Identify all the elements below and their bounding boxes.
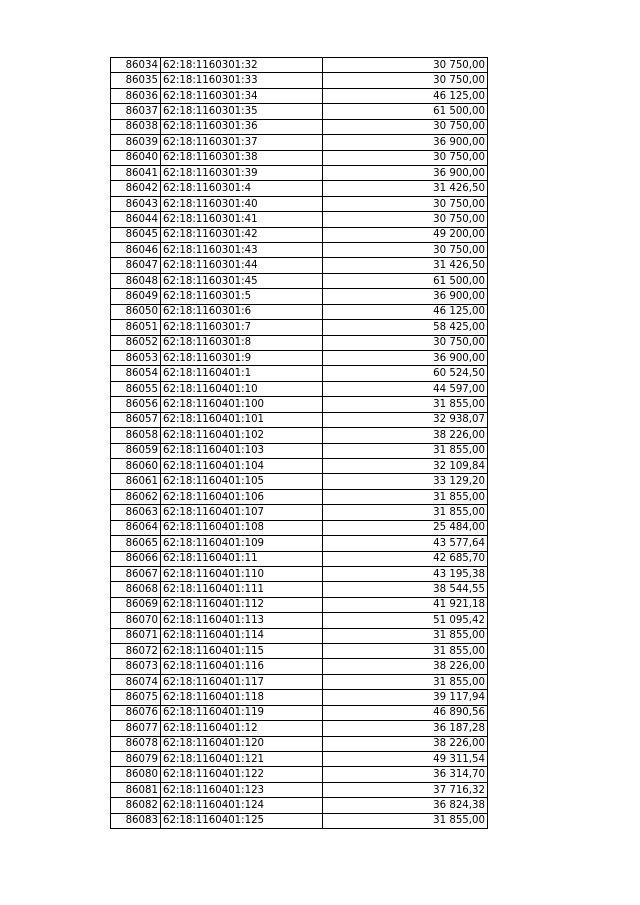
- row-number-cell: 86042: [111, 181, 161, 196]
- cadastral-number-cell: 62:18:1160401:125: [161, 813, 323, 828]
- cadastral-number-cell: 62:18:1160301:38: [161, 150, 323, 165]
- cadastral-value-cell: 32 938,07: [323, 412, 488, 427]
- row-number-cell: 86067: [111, 566, 161, 581]
- cadastral-value-cell: 31 855,00: [323, 674, 488, 689]
- table-row: [111, 227, 488, 242]
- cadastral-number-cell: 62:18:1160401:101: [161, 412, 323, 427]
- row-number-cell: 86071: [111, 628, 161, 643]
- row-number-cell: 86074: [111, 674, 161, 689]
- cadastral-value-cell: 31 855,00: [323, 397, 488, 412]
- cadastral-value-table: [110, 57, 488, 829]
- cadastral-number-cell: 62:18:1160301:4: [161, 181, 323, 196]
- cadastral-number-cell: 62:18:1160401:108: [161, 520, 323, 535]
- cadastral-number-cell: 62:18:1160301:42: [161, 227, 323, 242]
- cadastral-number-cell: 62:18:1160401:12: [161, 721, 323, 736]
- row-number-cell: 86082: [111, 798, 161, 813]
- table-row: [111, 597, 488, 612]
- cadastral-number-cell: 62:18:1160401:102: [161, 428, 323, 443]
- row-number-cell: 86038: [111, 119, 161, 134]
- table-row: [111, 505, 488, 520]
- cadastral-value-cell: 36 900,00: [323, 165, 488, 180]
- cadastral-number-cell: 62:18:1160401:115: [161, 644, 323, 659]
- row-number-cell: 86063: [111, 505, 161, 520]
- cadastral-number-cell: 62:18:1160401:124: [161, 798, 323, 813]
- cadastral-value-cell: 42 685,70: [323, 551, 488, 566]
- cadastral-value-cell: 31 855,00: [323, 489, 488, 504]
- cadastral-value-cell: 31 855,00: [323, 813, 488, 828]
- row-number-cell: 86075: [111, 690, 161, 705]
- cadastral-number-cell: 62:18:1160301:6: [161, 304, 323, 319]
- row-number-cell: 86046: [111, 243, 161, 258]
- cadastral-value-cell: 33 129,20: [323, 474, 488, 489]
- cadastral-value-cell: 38 544,55: [323, 582, 488, 597]
- row-number-cell: 86073: [111, 659, 161, 674]
- cadastral-value-cell: 30 750,00: [323, 196, 488, 211]
- table-row: [111, 412, 488, 427]
- row-number-cell: 86036: [111, 88, 161, 103]
- cadastral-number-cell: 62:18:1160401:112: [161, 597, 323, 612]
- cadastral-value-cell: 61 500,00: [323, 273, 488, 288]
- cadastral-number-cell: 62:18:1160401:105: [161, 474, 323, 489]
- cadastral-value-cell: 36 314,70: [323, 767, 488, 782]
- cadastral-number-cell: 62:18:1160301:7: [161, 320, 323, 335]
- table-row: [111, 104, 488, 119]
- cadastral-number-cell: 62:18:1160301:35: [161, 104, 323, 119]
- table-row: [111, 721, 488, 736]
- table-row: [111, 335, 488, 350]
- cadastral-value-cell: 36 900,00: [323, 351, 488, 366]
- cadastral-number-cell: 62:18:1160401:11: [161, 551, 323, 566]
- table-row: [111, 135, 488, 150]
- row-number-cell: 86051: [111, 320, 161, 335]
- cadastral-number-cell: 62:18:1160401:10: [161, 381, 323, 396]
- cadastral-value-cell: 61 500,00: [323, 104, 488, 119]
- row-number-cell: 86079: [111, 751, 161, 766]
- row-number-cell: 86037: [111, 104, 161, 119]
- cadastral-value-cell: 46 890,56: [323, 705, 488, 720]
- table-row: [111, 181, 488, 196]
- table-row: [111, 798, 488, 813]
- table-row: [111, 119, 488, 134]
- row-number-cell: 86064: [111, 520, 161, 535]
- row-number-cell: 86070: [111, 613, 161, 628]
- cadastral-value-cell: 31 855,00: [323, 628, 488, 643]
- cadastral-number-cell: 62:18:1160401:120: [161, 736, 323, 751]
- table-row: [111, 320, 488, 335]
- cadastral-value-cell: 37 716,32: [323, 782, 488, 797]
- table-row: [111, 366, 488, 381]
- cadastral-number-cell: 62:18:1160401:113: [161, 613, 323, 628]
- table-row: [111, 196, 488, 211]
- row-number-cell: 86056: [111, 397, 161, 412]
- cadastral-value-cell: 38 226,00: [323, 428, 488, 443]
- row-number-cell: 86076: [111, 705, 161, 720]
- cadastral-number-cell: 62:18:1160301:36: [161, 119, 323, 134]
- row-number-cell: 86059: [111, 443, 161, 458]
- row-number-cell: 86045: [111, 227, 161, 242]
- row-number-cell: 86048: [111, 273, 161, 288]
- table-row: [111, 489, 488, 504]
- table-row: [111, 628, 488, 643]
- cadastral-value-cell: 31 426,50: [323, 258, 488, 273]
- cadastral-value-cell: 51 095,42: [323, 613, 488, 628]
- row-number-cell: 86050: [111, 304, 161, 319]
- row-number-cell: 86080: [111, 767, 161, 782]
- cadastral-number-cell: 62:18:1160401:122: [161, 767, 323, 782]
- table-row: [111, 736, 488, 751]
- cadastral-number-cell: 62:18:1160401:123: [161, 782, 323, 797]
- row-number-cell: 86066: [111, 551, 161, 566]
- cadastral-number-cell: 62:18:1160301:5: [161, 289, 323, 304]
- row-number-cell: 86061: [111, 474, 161, 489]
- cadastral-value-cell: 36 900,00: [323, 135, 488, 150]
- table-row: [111, 243, 488, 258]
- cadastral-value-cell: 38 226,00: [323, 659, 488, 674]
- row-number-cell: 86040: [111, 150, 161, 165]
- table-row: [111, 551, 488, 566]
- table-row: [111, 58, 488, 73]
- table-row: [111, 458, 488, 473]
- table-row: [111, 674, 488, 689]
- table-row: [111, 289, 488, 304]
- table-row: [111, 613, 488, 628]
- cadastral-value-cell: 30 750,00: [323, 212, 488, 227]
- cadastral-number-cell: 62:18:1160401:118: [161, 690, 323, 705]
- cadastral-number-cell: 62:18:1160401:111: [161, 582, 323, 597]
- cadastral-number-cell: 62:18:1160301:41: [161, 212, 323, 227]
- cadastral-number-cell: 62:18:1160301:9: [161, 351, 323, 366]
- cadastral-value-cell: 25 484,00: [323, 520, 488, 535]
- table-row: [111, 659, 488, 674]
- cadastral-number-cell: 62:18:1160401:119: [161, 705, 323, 720]
- cadastral-number-cell: 62:18:1160301:37: [161, 135, 323, 150]
- row-number-cell: 86049: [111, 289, 161, 304]
- table-row: [111, 258, 488, 273]
- cadastral-number-cell: 62:18:1160301:44: [161, 258, 323, 273]
- table-row: [111, 273, 488, 288]
- cadastral-number-cell: 62:18:1160401:103: [161, 443, 323, 458]
- cadastral-value-cell: 38 226,00: [323, 736, 488, 751]
- table-row: [111, 88, 488, 103]
- cadastral-number-cell: 62:18:1160401:107: [161, 505, 323, 520]
- row-number-cell: 86053: [111, 351, 161, 366]
- cadastral-number-cell: 62:18:1160401:110: [161, 566, 323, 581]
- row-number-cell: 86065: [111, 536, 161, 551]
- table-row: [111, 165, 488, 180]
- row-number-cell: 86035: [111, 73, 161, 88]
- cadastral-value-cell: 39 117,94: [323, 690, 488, 705]
- cadastral-number-cell: 62:18:1160401:114: [161, 628, 323, 643]
- table-row: [111, 690, 488, 705]
- table-row: [111, 536, 488, 551]
- table-row: [111, 813, 488, 828]
- cadastral-value-cell: 30 750,00: [323, 58, 488, 73]
- table-row: [111, 782, 488, 797]
- row-number-cell: 86081: [111, 782, 161, 797]
- cadastral-number-cell: 62:18:1160301:39: [161, 165, 323, 180]
- cadastral-number-cell: 62:18:1160401:106: [161, 489, 323, 504]
- cadastral-number-cell: 62:18:1160401:116: [161, 659, 323, 674]
- table-row: [111, 644, 488, 659]
- table-row: [111, 351, 488, 366]
- row-number-cell: 86052: [111, 335, 161, 350]
- cadastral-value-cell: 30 750,00: [323, 119, 488, 134]
- row-number-cell: 86078: [111, 736, 161, 751]
- row-number-cell: 86044: [111, 212, 161, 227]
- table-body: [111, 58, 488, 829]
- row-number-cell: 86034: [111, 58, 161, 73]
- cadastral-value-cell: 41 921,18: [323, 597, 488, 612]
- cadastral-value-cell: 30 750,00: [323, 73, 488, 88]
- cadastral-value-cell: 43 195,38: [323, 566, 488, 581]
- row-number-cell: 86039: [111, 135, 161, 150]
- row-number-cell: 86057: [111, 412, 161, 427]
- cadastral-value-cell: 36 187,28: [323, 721, 488, 736]
- cadastral-number-cell: 62:18:1160301:34: [161, 88, 323, 103]
- cadastral-value-cell: 46 125,00: [323, 304, 488, 319]
- table-row: [111, 767, 488, 782]
- cadastral-number-cell: 62:18:1160401:100: [161, 397, 323, 412]
- cadastral-value-cell: 31 855,00: [323, 505, 488, 520]
- cadastral-number-cell: 62:18:1160401:1: [161, 366, 323, 381]
- row-number-cell: 86058: [111, 428, 161, 443]
- cadastral-value-cell: 49 200,00: [323, 227, 488, 242]
- row-number-cell: 86083: [111, 813, 161, 828]
- cadastral-number-cell: 62:18:1160401:104: [161, 458, 323, 473]
- row-number-cell: 86069: [111, 597, 161, 612]
- table-row: [111, 520, 488, 535]
- cadastral-number-cell: 62:18:1160301:8: [161, 335, 323, 350]
- table-row: [111, 474, 488, 489]
- row-number-cell: 86062: [111, 489, 161, 504]
- cadastral-number-cell: 62:18:1160401:109: [161, 536, 323, 551]
- table-row: [111, 381, 488, 396]
- row-number-cell: 86043: [111, 196, 161, 211]
- table-row: [111, 73, 488, 88]
- cadastral-number-cell: 62:18:1160401:121: [161, 751, 323, 766]
- table-row: [111, 443, 488, 458]
- row-number-cell: 86068: [111, 582, 161, 597]
- cadastral-number-cell: 62:18:1160301:32: [161, 58, 323, 73]
- table-row: [111, 566, 488, 581]
- table-row: [111, 705, 488, 720]
- row-number-cell: 86047: [111, 258, 161, 273]
- table-row: [111, 751, 488, 766]
- cadastral-number-cell: 62:18:1160301:43: [161, 243, 323, 258]
- cadastral-value-cell: 30 750,00: [323, 150, 488, 165]
- row-number-cell: 86072: [111, 644, 161, 659]
- cadastral-value-cell: 36 824,38: [323, 798, 488, 813]
- cadastral-number-cell: 62:18:1160301:40: [161, 196, 323, 211]
- cadastral-number-cell: 62:18:1160401:117: [161, 674, 323, 689]
- cadastral-value-cell: 49 311,54: [323, 751, 488, 766]
- table-row: [111, 304, 488, 319]
- row-number-cell: 86060: [111, 458, 161, 473]
- cadastral-number-cell: 62:18:1160301:33: [161, 73, 323, 88]
- table-row: [111, 212, 488, 227]
- row-number-cell: 86041: [111, 165, 161, 180]
- cadastral-value-cell: 30 750,00: [323, 243, 488, 258]
- cadastral-value-cell: 31 855,00: [323, 644, 488, 659]
- cadastral-value-cell: 31 426,50: [323, 181, 488, 196]
- row-number-cell: 86054: [111, 366, 161, 381]
- cadastral-value-cell: 46 125,00: [323, 88, 488, 103]
- table-row: [111, 428, 488, 443]
- table-row: [111, 397, 488, 412]
- cadastral-value-cell: 32 109,84: [323, 458, 488, 473]
- cadastral-value-cell: 58 425,00: [323, 320, 488, 335]
- row-number-cell: 86055: [111, 381, 161, 396]
- cadastral-value-cell: 44 597,00: [323, 381, 488, 396]
- cadastral-value-cell: 36 900,00: [323, 289, 488, 304]
- cadastral-value-cell: 60 524,50: [323, 366, 488, 381]
- cadastral-value-cell: 43 577,64: [323, 536, 488, 551]
- cadastral-number-cell: 62:18:1160301:45: [161, 273, 323, 288]
- table-row: [111, 150, 488, 165]
- cadastral-value-cell: 30 750,00: [323, 335, 488, 350]
- table-row: [111, 582, 488, 597]
- row-number-cell: 86077: [111, 721, 161, 736]
- cadastral-value-cell: 31 855,00: [323, 443, 488, 458]
